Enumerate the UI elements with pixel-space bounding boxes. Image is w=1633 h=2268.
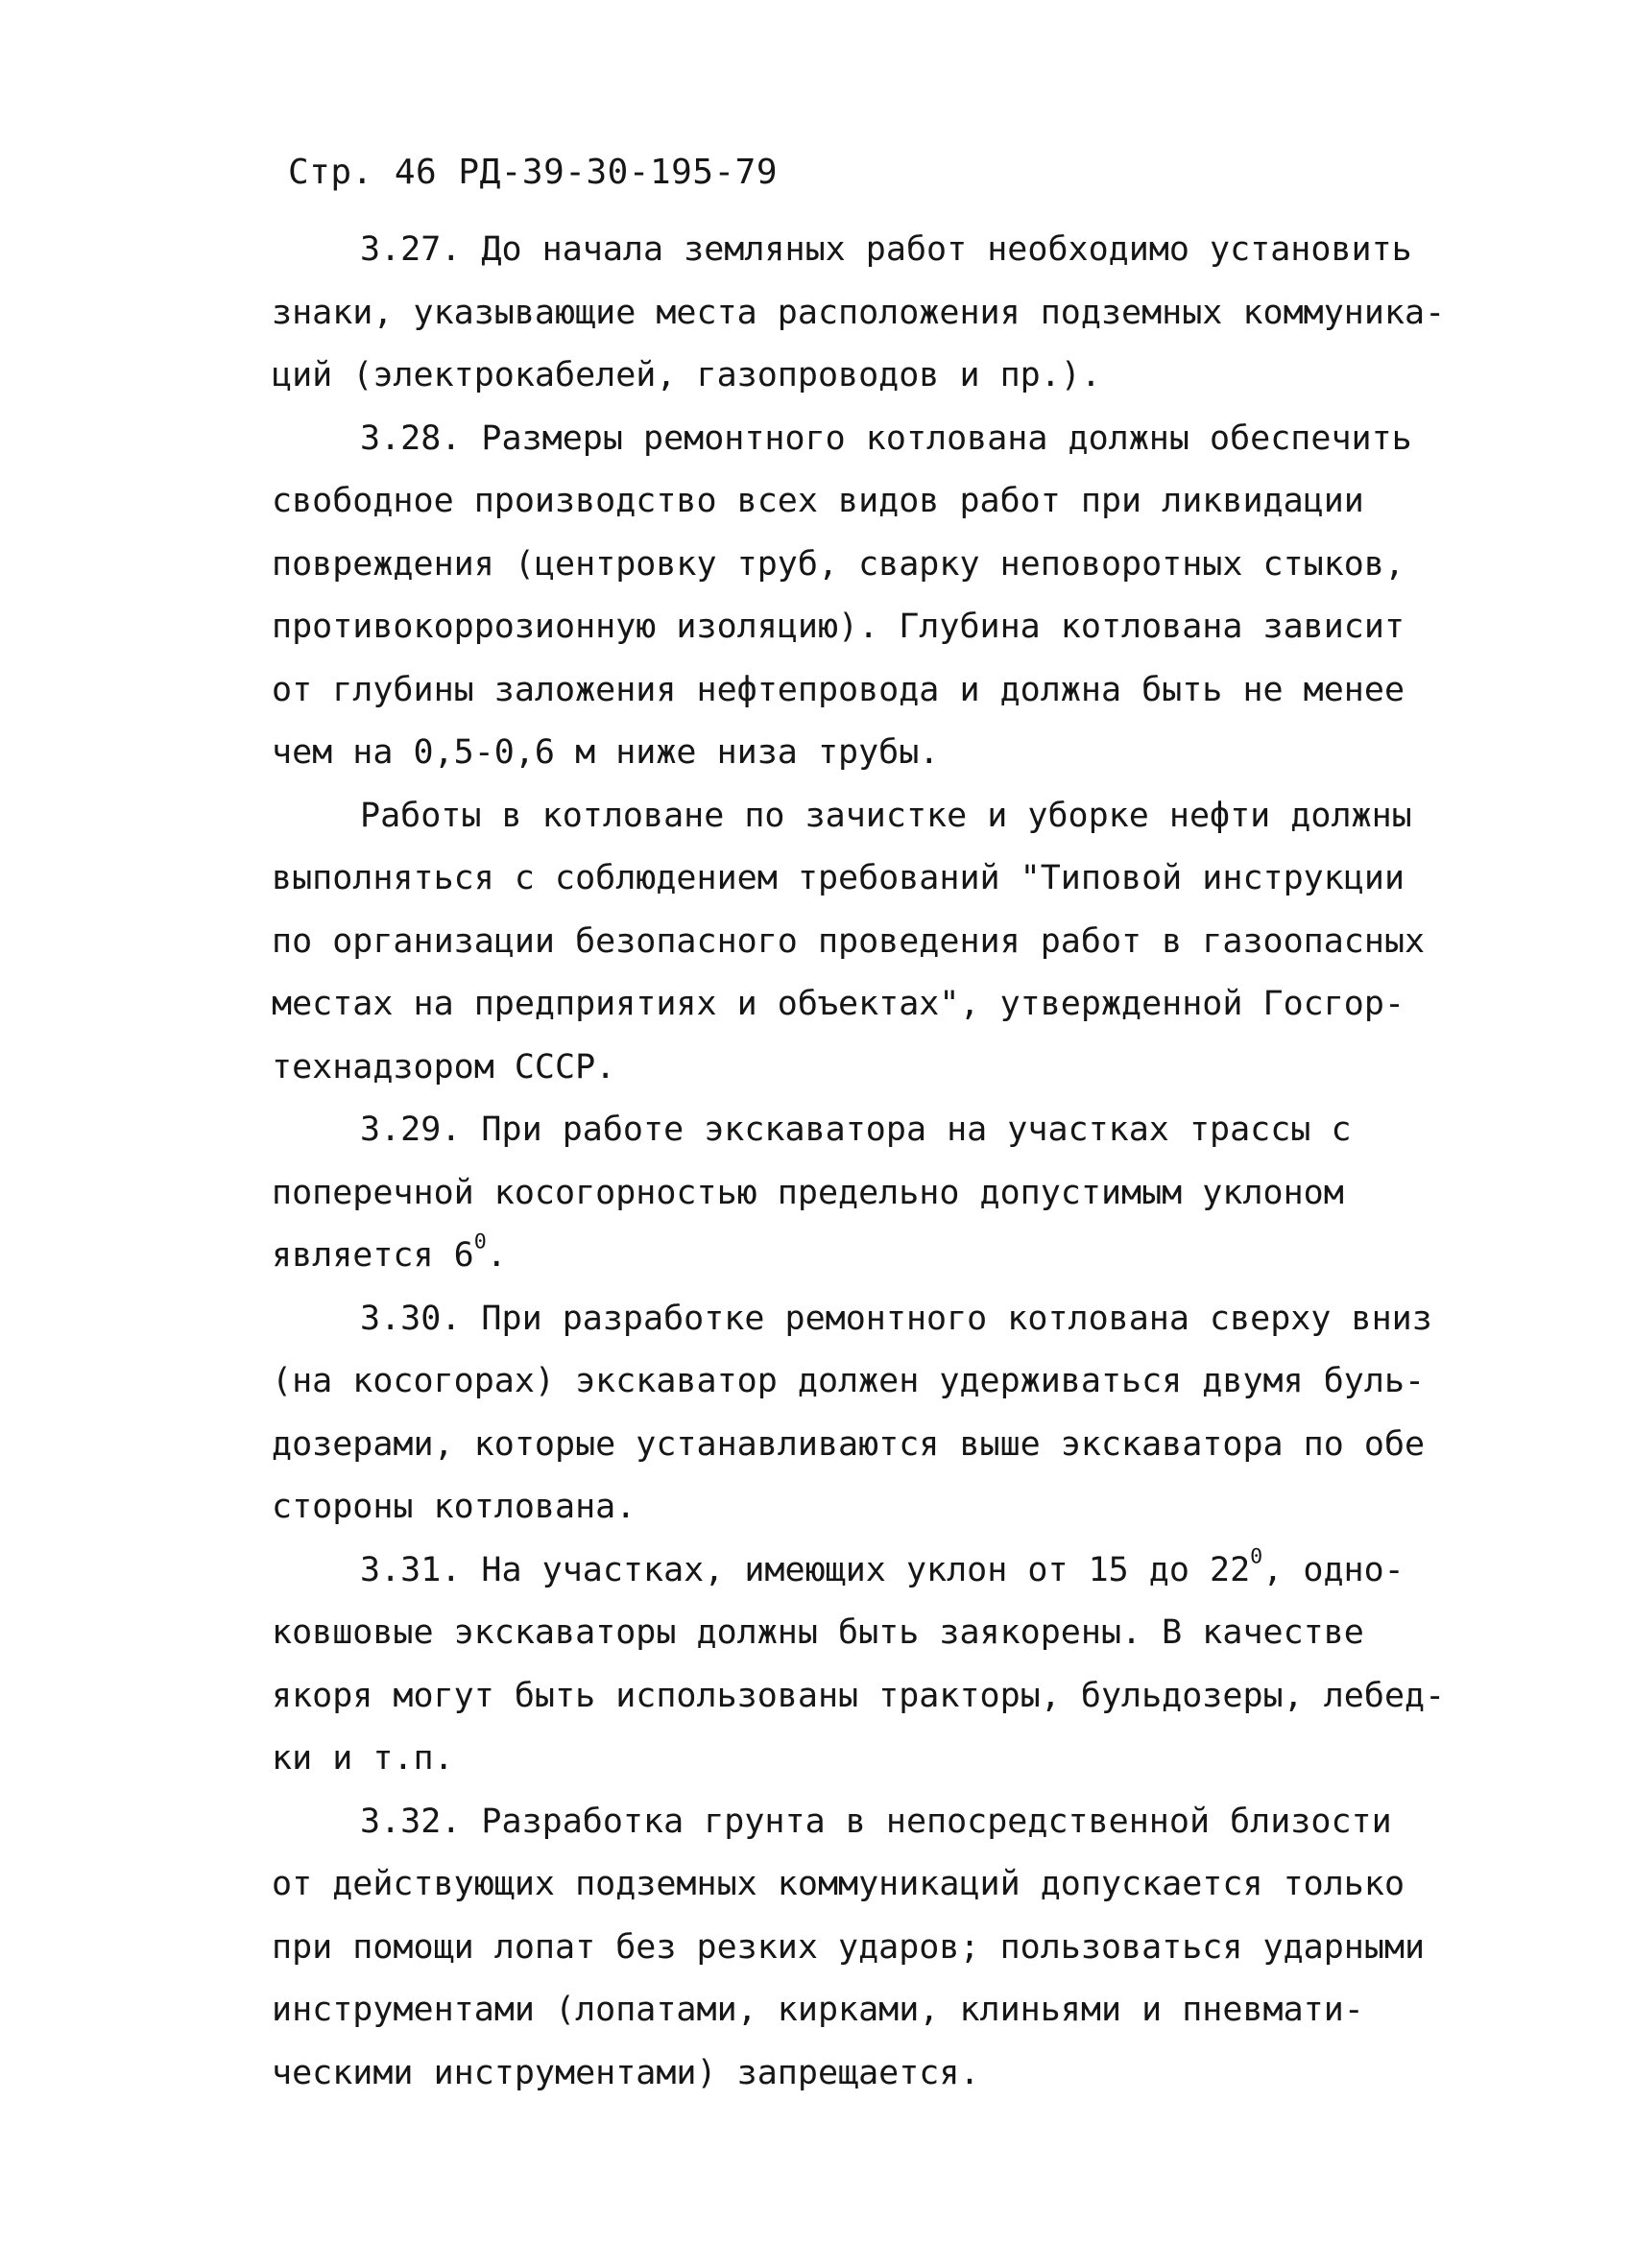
text-line: стороны котлована. [272, 1488, 636, 1526]
text-line: якоря могут быть использованы тракторы, бульдозеры, лебед- [272, 1676, 1446, 1715]
page-header [288, 144, 778, 202]
text-segment: , одно- [1262, 1550, 1405, 1589]
text-line: 3.30. При разработке ремонтного котлована сверху вниз [360, 1299, 1432, 1338]
text-line: (на косогорах) экскаватор должен удерживаться двумя буль- [272, 1362, 1426, 1400]
text-line: инструментами (лопатами, кирками, клиньями и пневмати- [272, 1991, 1364, 2029]
text-line: 3.28. Размеры ремонтного котлована должны обеспечить [360, 418, 1412, 458]
text-line: дозерами, которые устанавливаются выше экскаватора по обе [272, 1424, 1426, 1464]
degree-superscript: 0 [1250, 1544, 1263, 1569]
text-line: повреждения (центровку труб, сварку неповоротных стыков, [272, 544, 1405, 584]
text-line: 3.32. Разработка грунта в непосредственной близости [360, 1802, 1392, 1841]
paragraph-3-31 [272, 1540, 1446, 1791]
paragraph-3-29 [272, 1099, 1366, 1288]
text-line: от действующих подземных коммуникаций допускается только [272, 1865, 1405, 1903]
page-label: Стр. 46 [288, 153, 438, 192]
text-segment: 3.31. На участках, имеющих уклон от 15 до 22 [360, 1550, 1251, 1589]
text-line: по организации безопасного проведения работ в газоопасных [272, 921, 1426, 961]
text-segment: является 6 [272, 1236, 474, 1275]
text-line: выполняться с соблюдением требований "Типовой инструкции [272, 859, 1405, 897]
text-line: 3.29. При работе экскаватора на участках трассы с [360, 1110, 1352, 1149]
text-line: ческими инструментами) запрещается. [272, 2053, 980, 2092]
text-line: противокоррозионную изоляцию). Глубина котлована зависит [272, 608, 1405, 646]
text-line: чем на 0,5-0,6 м ниже низа трубы. [272, 733, 940, 772]
text-line: местах на предприятиях и объектах", утвержденной Госгор- [272, 985, 1405, 1023]
text-line: знаки, указывающие места расположения подземных коммуника- [272, 293, 1446, 332]
paragraph-3-28 [272, 408, 1412, 785]
text-line [272, 1540, 1405, 1603]
text-segment: . [486, 1236, 507, 1275]
text-line [272, 1225, 1366, 1288]
paragraph-3-30 [272, 1288, 1432, 1540]
text-line: ций (электрокабелей, газопроводов и пр.). [272, 356, 1101, 394]
document-body [272, 219, 1446, 2105]
text-line: 3.27. До начала земляных работ необходимо установить [360, 230, 1412, 269]
text-line: свободное производство всех видов работ при ликвидации [272, 482, 1364, 520]
paragraph-3-27 [272, 219, 1446, 408]
text-line: поперечной косогорностью предельно допустимым уклоном [272, 1173, 1344, 1212]
text-line: ковшовые экскаваторы должны быть заякорены. В качестве [272, 1613, 1364, 1652]
paragraph-3-32 [272, 1791, 1426, 2106]
paragraph-3-28-continued [272, 785, 1426, 1100]
text-line: технадзором СССР. [272, 1047, 616, 1086]
text-line: ки и т.п. [272, 1739, 454, 1778]
degree-superscript: 0 [473, 1229, 487, 1254]
text-line: от глубины заложения нефтепровода и должна быть не менее [272, 670, 1405, 709]
text-line: при помощи лопат без резких ударов; пользоваться ударными [272, 1927, 1426, 1967]
document-code: РД-39-30-195-79 [458, 153, 779, 192]
text-line: Работы в котловане по зачистке и уборке нефти должны [360, 796, 1412, 835]
